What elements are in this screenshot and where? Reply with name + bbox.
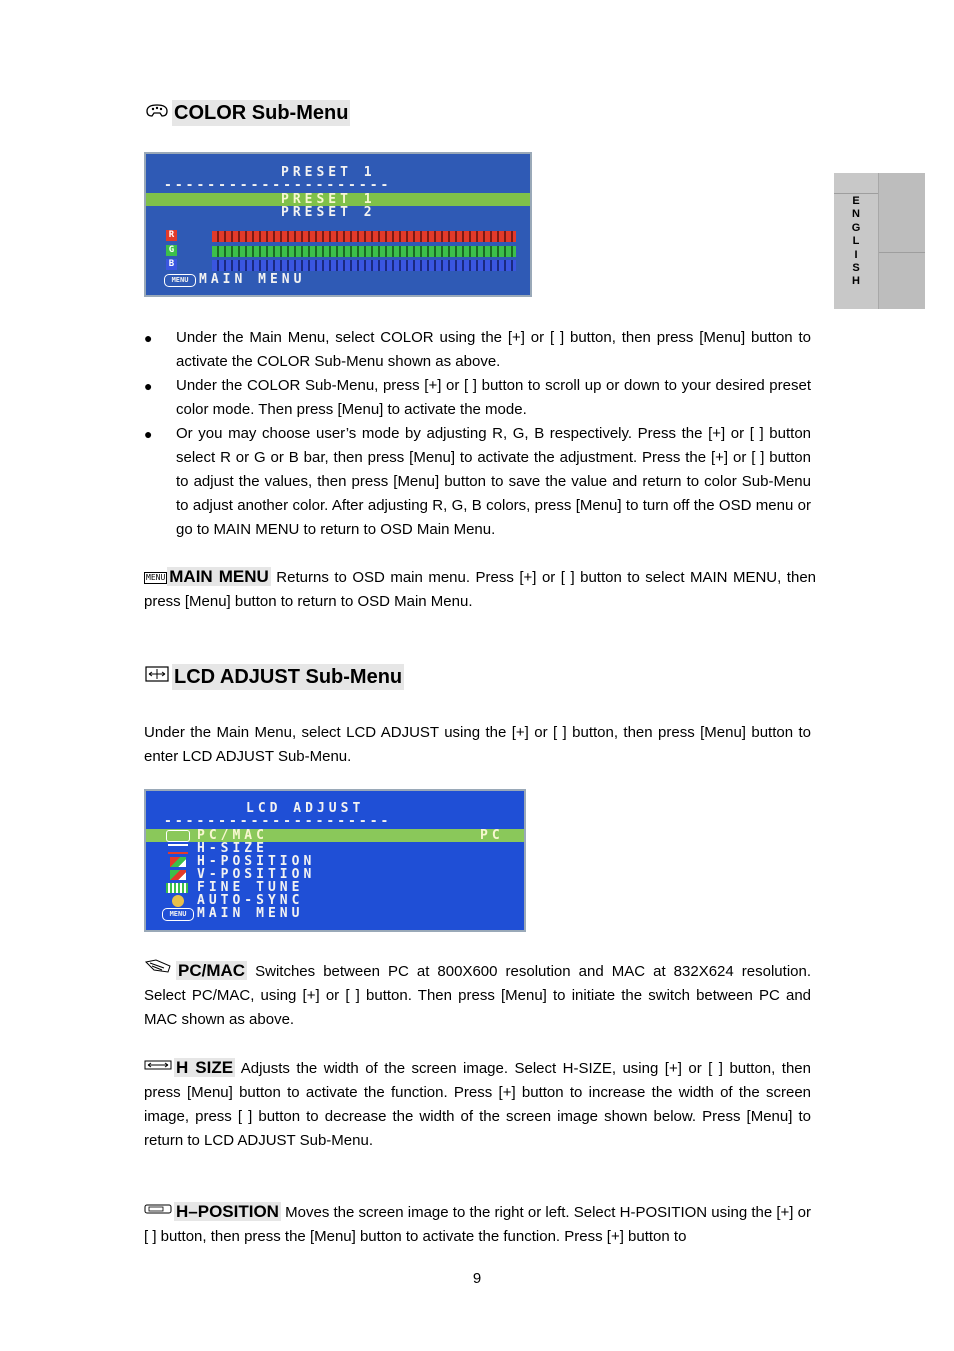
menu-icon: MENU: [146, 573, 166, 582]
pcmac-text: Switches between PC at 800X600 resolution and MAC at 832X624 resolution. Select PC/MAC, using [+] or [ ] button. Then press [Menu] to initiate the switch between PC and MAC shown as above.: [144, 963, 811, 1028]
osd-footer: MAIN MENU: [199, 272, 306, 287]
color-section-title: COLOR Sub-Menu: [174, 102, 349, 124]
osd-item: MAIN MENU: [197, 906, 304, 921]
lcd-section-title: LCD ADJUST Sub-Menu: [174, 666, 403, 688]
osd-title: PRESET 1: [281, 165, 376, 180]
language-side-tab: [834, 173, 925, 309]
blue-label: B: [166, 259, 177, 270]
lcd-osd-screenshot: [144, 789, 526, 932]
list-item: ● Or you may choose user’s mode by adjusting R, G, B respectively. Press the [+] or [ ] button select R or G or B bar, then press [Menu] to activate the adjustment. Press the [+] or [ ] button to adjust the values, then press [Menu] button to save the value and return to color Sub-Menu to adjust another color. After adjusting R, G, B colors, press [Menu] to turn off the OSD menu or go to MAIN MENU to return to OSD Main Menu.: [144, 425, 811, 538]
menu-icon: MENU: [164, 274, 196, 287]
side-tab-letter: E: [852, 195, 860, 207]
side-tab-divider: [879, 252, 925, 253]
color-section-heading: [144, 100, 350, 126]
red-label: R: [166, 230, 177, 241]
side-tab-divider: [834, 193, 878, 194]
osd-option: PRESET 2: [281, 205, 376, 220]
list-item: ● Under the COLOR Sub-Menu, press [+] or [ ] button to scroll up or down to your desired preset color mode. Then press [Menu] to activate the mode.: [144, 377, 811, 418]
palette-icon: [144, 100, 170, 126]
side-tab-letter: G: [851, 221, 861, 234]
osd-item: FINE TUNE: [197, 880, 304, 895]
osd-title: LCD ADJUST: [246, 801, 365, 816]
side-tab-letter: S: [852, 262, 860, 275]
red-bar: [212, 231, 516, 242]
hsize-text: Adjusts the width of the screen image. Select H-SIZE, using [+] or [ ] button, then press [Menu] button to activate the function. Press [+] button to increase the width of the screen image, press [ ] button to decrease the width of the screen image shown below. Press [Menu] to return to LCD ADJUST Sub-Menu.: [144, 1060, 811, 1149]
main-menu-note: [144, 565, 816, 614]
fine-tune-icon: [166, 883, 188, 893]
hposition-description: [144, 1199, 811, 1249]
osd-item-selected: PC/MAC: [197, 828, 268, 843]
side-tab-letters: [834, 195, 878, 289]
side-tab-letter: L: [852, 235, 860, 248]
osd-item: V-POSITION: [197, 867, 316, 882]
main-menu-label: MAIN MENU: [169, 567, 269, 586]
hsize-icon: [168, 844, 188, 854]
osd-item: H-POSITION: [197, 854, 316, 869]
lcd-section-heading: [144, 664, 404, 690]
osd-selected-value: PC: [480, 828, 504, 843]
blue-bar: [212, 260, 516, 271]
page-number: 9: [472, 1270, 482, 1287]
osd-divider: ---------------------: [164, 178, 392, 193]
hposition-icon: [170, 857, 186, 867]
hposition-label: H–POSITION: [176, 1202, 279, 1221]
menu-icon: MENU: [162, 908, 194, 921]
osd-item: H-SIZE: [197, 841, 268, 856]
pcmac-description: [144, 958, 811, 1032]
color-osd-screenshot: [144, 152, 532, 297]
hsize-label: H SIZE: [176, 1058, 234, 1077]
color-instructions-list: [144, 326, 811, 542]
green-bar: [212, 246, 516, 257]
lcd-adjust-icon: [144, 664, 170, 690]
lcd-intro: Under the Main Menu, select LCD ADJUST using the [+] or [ ] button, then press [Menu] button to enter LCD ADJUST Sub-Menu.: [144, 724, 811, 765]
side-tab-letter: I: [854, 248, 858, 261]
osd-divider: ---------------------: [164, 814, 392, 829]
pcmac-label: PC/MAC: [178, 961, 246, 980]
osd-option-selected: PRESET 1: [281, 192, 376, 207]
green-label: G: [166, 245, 177, 256]
double-arrow-icon: [144, 1055, 172, 1079]
osd-item: AUTO-SYNC: [197, 893, 304, 908]
pcmac-icon: [144, 958, 174, 982]
auto-sync-icon: [172, 895, 184, 907]
hposition-icon: [144, 1199, 172, 1223]
main-menu-description: Returns to OSD main menu. Press [+] or [ ] button to select MAIN MENU, then press [Menu] button to return to OSD Main Menu.: [144, 569, 817, 610]
pcmac-icon: [166, 830, 190, 842]
list-item: ● Under the Main Menu, select COLOR using the [+] or [ ] button, then press [Menu] button to activate the COLOR Sub-Menu shown as above.: [144, 329, 811, 370]
side-tab-letter: N: [852, 208, 860, 221]
hsize-description: [144, 1055, 811, 1153]
side-tab-letter: H: [852, 275, 860, 288]
vposition-icon: [170, 870, 186, 880]
hposition-text: Moves the screen image to the right or left. Select H-POSITION using the [+] or [ ] button, then press the [Menu] button to activate the function. Press [+] button to: [144, 1204, 811, 1245]
